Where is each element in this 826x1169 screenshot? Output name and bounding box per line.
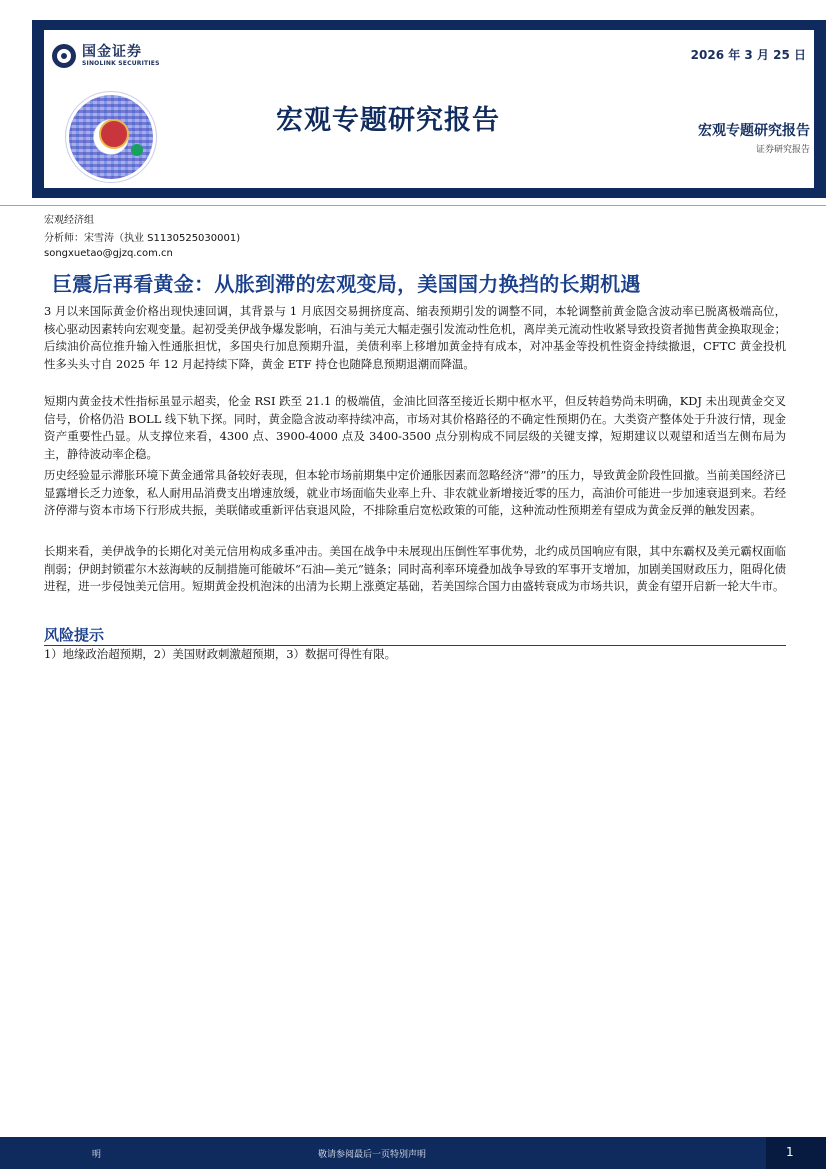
risk-section-title: 风险提示 bbox=[44, 626, 105, 644]
risk-text: 1）地缘政治超预期，2）美国财政刺激超预期，3）数据可得性有限。 bbox=[44, 647, 397, 661]
analyst-email: songxuetao@gjzq.com.cn bbox=[44, 248, 173, 259]
divider bbox=[0, 205, 826, 206]
report-title: 宏观专题研究报告 bbox=[276, 105, 500, 136]
report-type-title: 宏观专题研究报告 bbox=[698, 123, 810, 139]
report-category: 证券研究报告 bbox=[755, 145, 810, 155]
report-date: 2026 年 3 月 25 日 bbox=[690, 48, 806, 62]
logo-name-en: SINOLINK SECURITIES bbox=[82, 60, 160, 67]
wechat-icon bbox=[131, 144, 143, 156]
header-frame-bottom bbox=[32, 188, 826, 198]
footer-left-text: 明 bbox=[92, 1150, 102, 1160]
header-frame-top bbox=[32, 20, 826, 30]
logo-icon bbox=[52, 44, 76, 68]
company-logo bbox=[52, 44, 160, 68]
research-group: 宏观经济组 bbox=[44, 215, 94, 226]
body-paragraph: 历史经验显示滞胀环境下黄金通常具备较好表现，但本轮市场前期集中定价通胀因素而忽略经济“滞”的压力，导致黄金阶段性回撤。当前美国经济已显露增长乏力迹象，私人耐用品消费支出增速放缓，就业市场面临失业率上升、非农就业新增接近零的压力，高油价可能进一步加速衰退到来。若经济停滞与资本市场下行形成共振，美联储或重新评估衰退风险，不排除重启宽松政策的可能，这种流动性预期差有望成为黄金反弹的触发因素。 bbox=[44, 468, 786, 518]
report-headline: 巨震后再看黄金：从胀到滞的宏观变局，美国国力换挡的长期机遇 bbox=[52, 272, 641, 296]
header-frame-left bbox=[32, 20, 44, 198]
header-frame-right bbox=[814, 30, 826, 198]
body-paragraph: 短期内黄金技术性指标虽显示超卖，伦金 RSI 跌至 21.1 的极端值，金油比回落至接近长期中枢水平，但反转趋势尚未明确，KDJ 未出现黄金交叉信号，价格仍沿 BOLL 线下轨下探。同时，黄金隐含波动率持续冲高，市场对其价格路径的不确定性预期仍在。大类资产整体处于升波行情，现金资产重要性凸显。从支撑位来看，4300 点、3900-4000 点及 3400-3500 点分别构成不同层级的关键支撑，短期建议以观望和适当左侧布局为主，静待波动率企稳。 bbox=[44, 394, 786, 461]
body-paragraph: 3 月以来国际黄金价格出现快速回调，其背景与 1 月底因交易拥挤度高、缩表预期引发的调整不同，本轮调整前黄金隐含波动率已脱离极端高位，核心驱动因素转向宏观变量。起初受美伊战争爆发影响，石油与美元大幅走强引发流动性危机，离岸美元流动性收紧导致投资者抛售黄金换取现金；后续油价高位推升输入性通胀担忧，多国央行加息预期升温，美债利率上移增加黄金持有成本，对冲基金等投机性资金持续撤退，CFTC 黄金投机性多头头寸自 2025 年 12 月起持续下降，黄金 ETF 持仓也随降息预期退潮而降温。 bbox=[44, 304, 786, 371]
body-paragraph: 长期来看，美伊战争的长期化对美元信用构成多重冲击。美国在战争中未展现出压倒性军事优势，北约成员国响应有限，其中东霸权及美元霸权面临削弱；伊朗封锁霍尔木兹海峡的反制措施可能破坏“石油—美元”链条；同时高利率环境叠加战争导致的军事开支增加，加剧美国财政压力，阻碍化债进程，进一步侵蚀美元信用。短期黄金投机泡沫的出清为长期上涨奠定基础，若美国综合国力由盛转衰成为市场共识，黄金有望开启新一轮大牛市。 bbox=[44, 544, 786, 594]
analyst-info: 分析师：宋雪涛（执业 S1130525030001) bbox=[44, 233, 241, 244]
footer-disclaimer: 敬请参阅最后一页特别声明 bbox=[318, 1150, 427, 1160]
qr-brand-emblem bbox=[99, 119, 129, 149]
page-number: 1 bbox=[786, 1145, 794, 1159]
page-number-box bbox=[766, 1137, 826, 1169]
logo-name-cn: 国金证券 bbox=[82, 44, 142, 60]
